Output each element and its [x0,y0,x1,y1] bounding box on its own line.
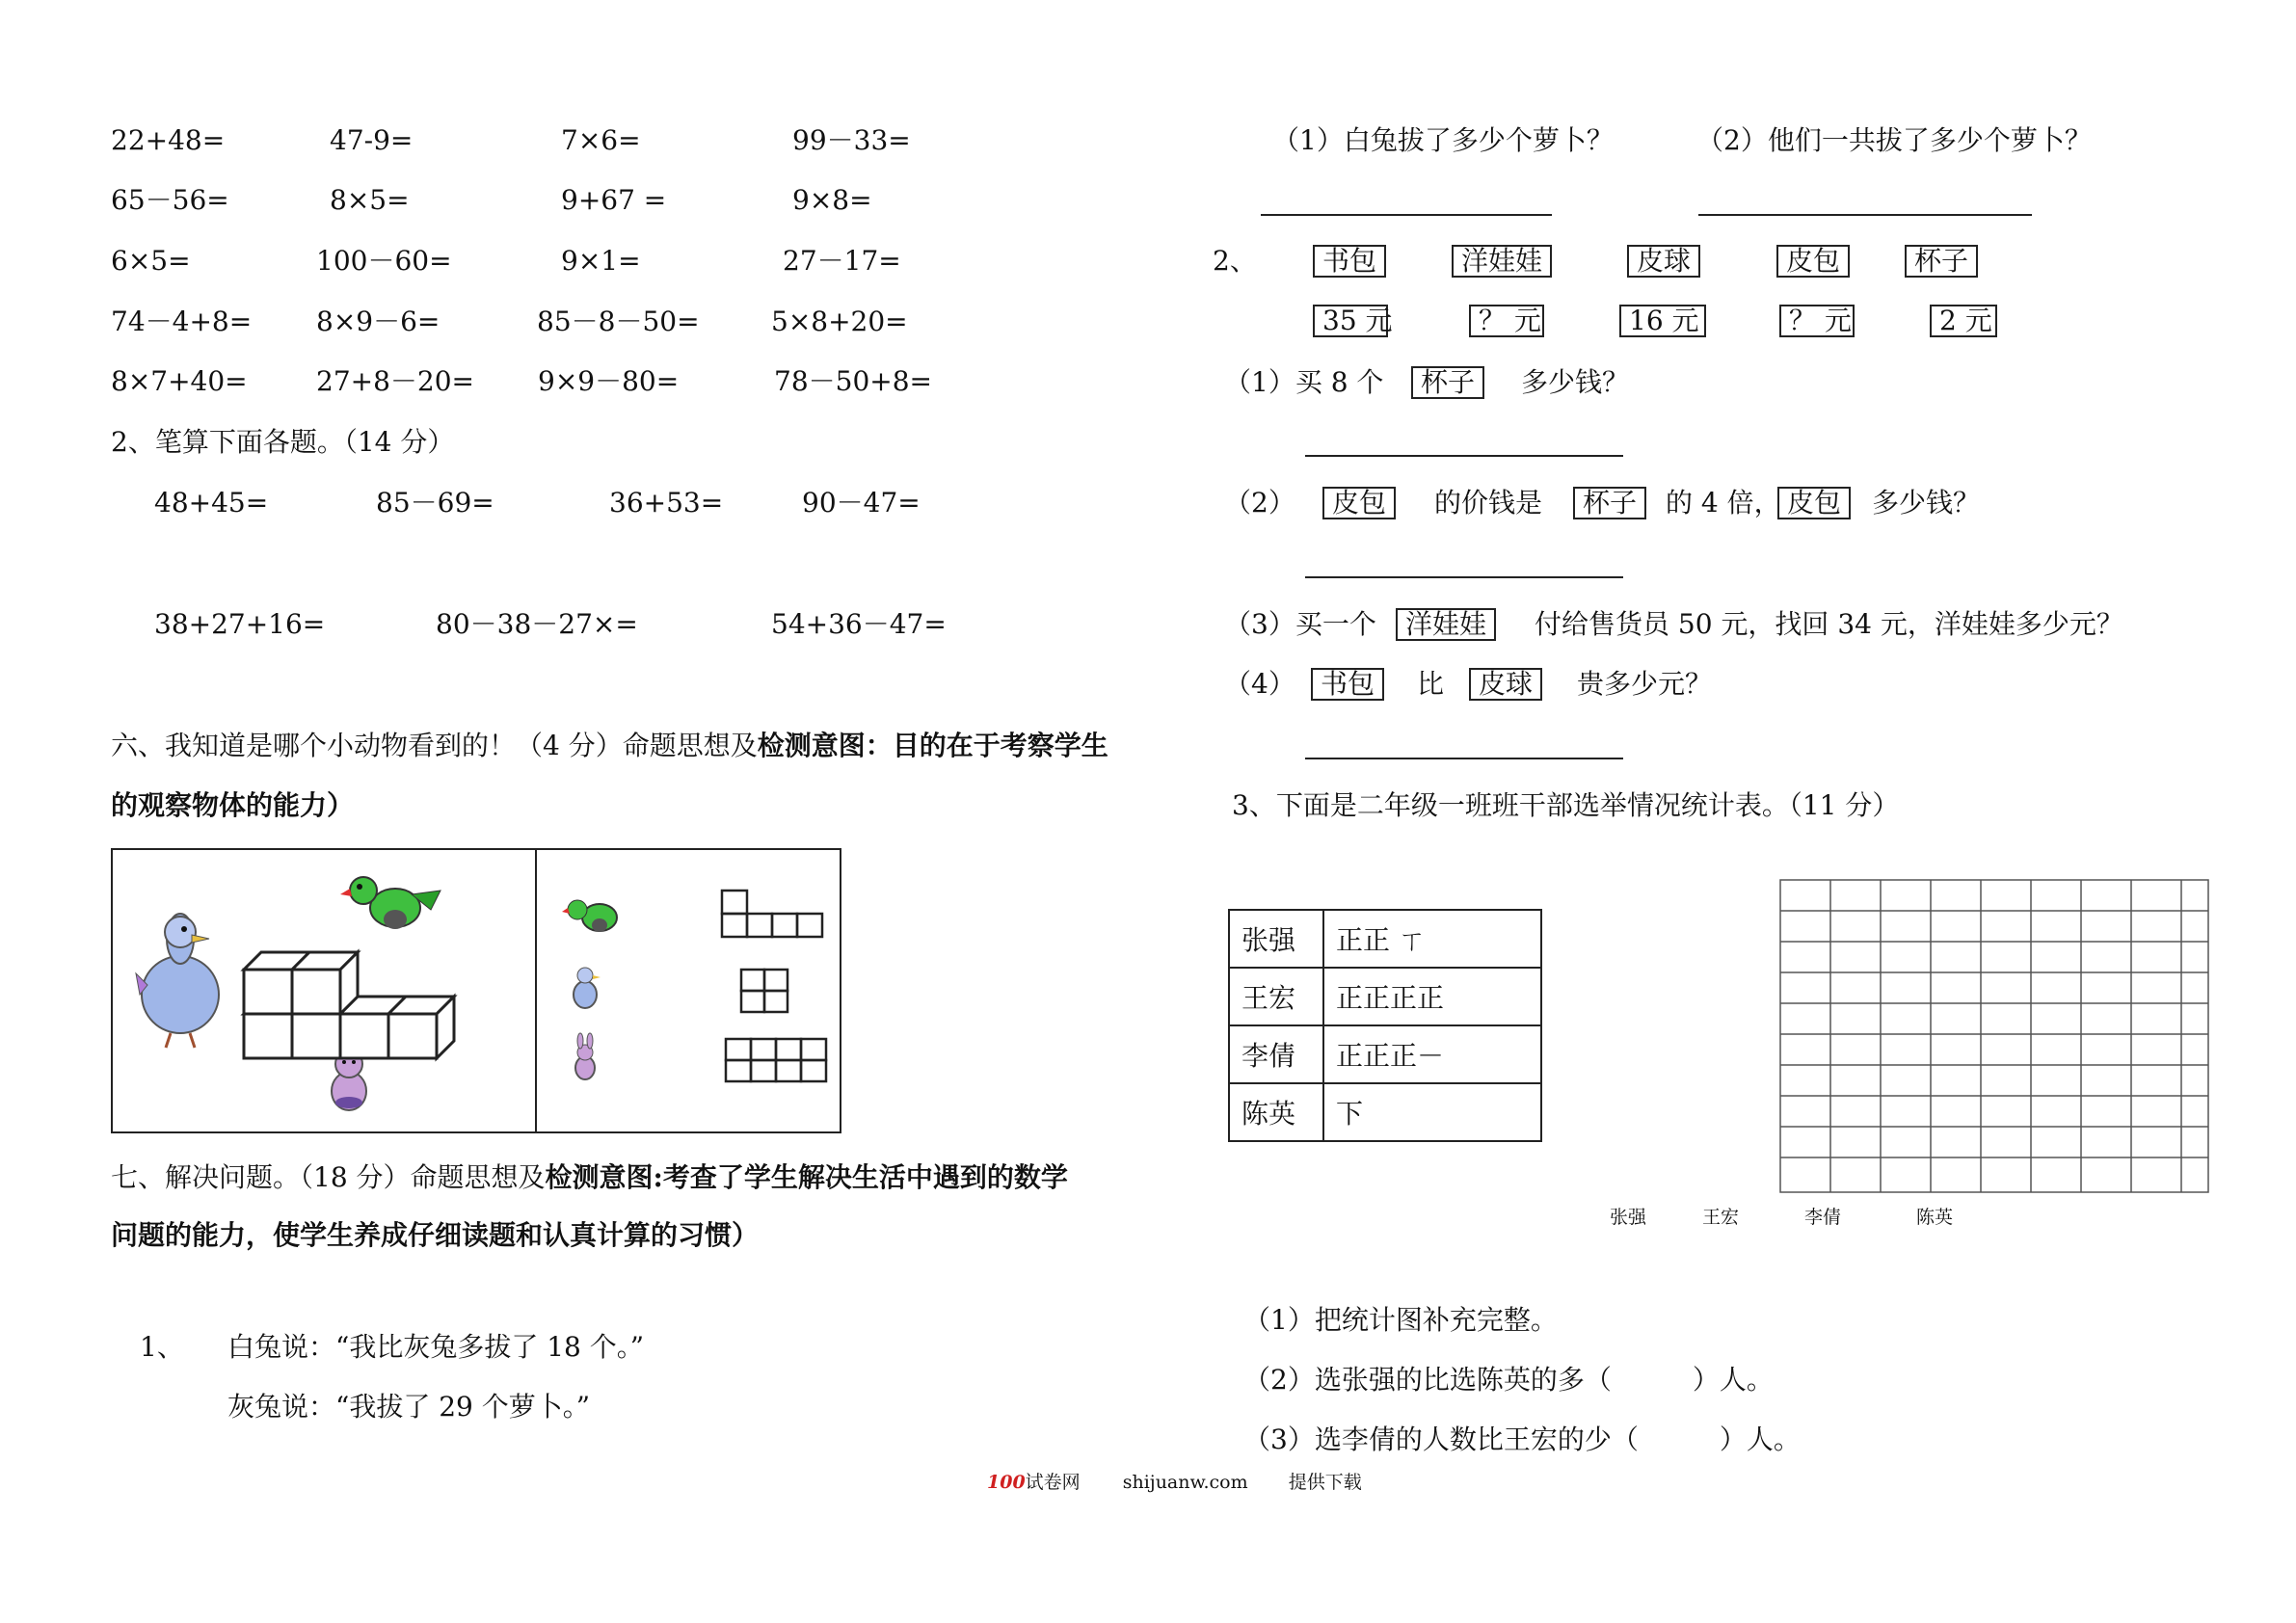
price-box-cup: 2 元 [1930,305,1997,337]
problem: 9×9－80= [538,365,680,397]
table-row [1229,1083,1541,1141]
question-3-2: （2）选张强的比选陈英的多（ ）人。 [1243,1364,1774,1396]
parrot-small-icon [562,900,617,932]
problem: 27+8－20= [316,365,474,397]
section-7-intent: 检测意图:考查了学生解决生活中遇到的数学 [545,1161,1068,1193]
tally-mark: 正正正正 [1323,968,1541,1025]
problem: 47-9= [330,124,414,156]
problem: 78－50+8= [774,365,932,397]
bunny-small-icon [575,1033,595,1079]
q2-4-mid: 比 [1417,668,1445,700]
site-name: 试卷网 [1025,1472,1081,1493]
q2-2-pre: （2） [1224,487,1295,519]
q2-2-mid1: 的价钱是 [1434,487,1543,519]
problem: 65－56= [111,184,229,216]
problem: 54+36－47= [771,608,947,640]
tally-table [1228,909,1542,1142]
problem: 74－4+8= [111,306,253,337]
q2-2-mid2: 的 4 倍， [1666,487,1781,519]
answer-line [1261,214,1552,216]
price-box-doll: ？ 元 [1469,305,1544,337]
question-2-number: 2、 [1213,245,1257,277]
table-row [1229,968,1541,1025]
section-6-text: 六、我知道是哪个小动物看到的！（4 分）命题思想及 [111,730,758,761]
site-domain[interactable]: shijuanw.com [1122,1472,1248,1493]
site-logo: 100 [987,1472,1026,1493]
item-box-ball: 皮球 [1627,245,1700,278]
problem: 90－47= [802,487,921,519]
answer-line [1305,576,1623,578]
answer-line [1305,758,1623,759]
problem: 7×6= [561,124,641,156]
tally-mark: 正正 ㄒ [1323,910,1541,968]
question-3-1: （1）把统计图补充完整。 [1243,1304,1558,1336]
section-7-intent-cont: 问题的能力，使学生养成仔细读题和认真计算的习惯） [111,1219,760,1251]
price-box-ball: 16 元 [1619,305,1706,337]
view-option-a [722,891,822,937]
bird-icon [136,914,219,1048]
question-1b: （2）他们一共拔了多少个萝卜？ [1696,124,2092,156]
question-1a: （1）白兔拔了多少个萝卜？ [1272,124,1614,156]
tally-name: 李倩 [1229,1025,1323,1083]
problem: 9+67 = [561,184,667,216]
q2-1-box: 杯子 [1411,366,1484,399]
problem-1-line-2: 灰兔说：“我拔了 29 个萝卜。” [227,1391,591,1423]
problem: 85－69= [376,487,494,519]
q2-4-post: 贵多少元？ [1577,668,1713,700]
problem: 5×8+20= [771,306,908,337]
problem: 22+48= [111,124,226,156]
written-heading: 2、笔算下面各题。（14 分） [111,426,455,458]
problem: 85－8－50= [537,306,700,337]
problem: 8×9－6= [316,306,441,337]
q2-3-post: 付给售货员 50 元，找回 34 元，洋娃娃多少元？ [1535,608,2123,640]
price-box-purse: ？ 元 [1779,305,1855,337]
q2-3-pre: （3）买一个 [1224,608,1376,640]
problem: 6×5= [111,245,191,277]
q2-2-box-cup: 杯子 [1573,487,1646,519]
view-option-b [741,970,788,1012]
problem: 36+53= [609,487,724,519]
item-box-doll: 洋娃娃 [1452,245,1552,278]
problem: 9×1= [561,245,641,277]
problem: 9×8= [792,184,872,216]
observation-figure [111,848,841,1133]
tally-name: 陈英 [1229,1083,1323,1141]
section-6-intent: 检测意图：目的在于考察学生 [757,730,1108,761]
chart-label: 张强 [1610,1207,1647,1228]
q2-4-pre: （4） [1224,668,1295,700]
chart-label: 陈英 [1916,1207,1954,1228]
section-6-intent-cont: 的观察物体的能力） [111,789,355,821]
problem-1-number: 1、 [140,1331,184,1363]
q2-1-post: 多少钱？ [1521,366,1630,398]
section-6-heading [111,729,1108,763]
q2-4-box-bag: 书包 [1311,668,1384,701]
question-3-3: （3）选李倩的人数比王宏的少（ ）人。 [1243,1423,1801,1455]
footer [987,1469,1362,1496]
problem: 48+45= [154,487,269,519]
q2-1-pre: （1）买 8 个 [1224,366,1384,398]
problem: 8×5= [330,184,410,216]
problem: 99－33= [792,124,911,156]
problem: 80－38－27×= [436,608,638,640]
section-7-text: 七、解决问题。（18 分）命题思想及 [111,1161,546,1193]
q2-4-box-ball: 皮球 [1469,668,1542,701]
item-box-bag: 书包 [1313,245,1386,278]
q2-2-box-purse: 皮包 [1322,487,1396,519]
problem-1-line-1: 白兔说：“我比灰兔多拔了 18 个。” [227,1331,645,1363]
problem: 100－60= [316,245,452,277]
download-text: 提供下载 [1288,1472,1362,1493]
tally-name: 王宏 [1229,968,1323,1025]
q2-2-post: 多少钱？ [1872,487,1981,519]
animals-and-cubes-illustration [113,850,840,1131]
view-option-c [726,1039,826,1081]
answer-line [1305,455,1623,457]
blank-chart-grid[interactable] [1779,879,2213,1195]
table-row [1229,910,1541,968]
tally-mark: 正正正－ [1323,1025,1541,1083]
q2-1-text [1224,365,1383,400]
table-row [1229,1025,1541,1083]
section-7-heading [111,1160,1068,1195]
problem: 8×7+40= [111,365,248,397]
tally-mark: 下 [1323,1083,1541,1141]
chart-label: 王宏 [1702,1207,1740,1228]
question-3: 3、下面是二年级一班班干部选举情况统计表。（11 分） [1232,789,1900,821]
cube-structure [244,952,454,1058]
price-box-bag: 35 元 [1313,305,1388,337]
answer-line [1698,214,2032,216]
parrot-icon [340,877,441,929]
tally-name: 张强 [1229,910,1323,968]
bird-small-icon [574,968,601,1008]
item-box-purse: 皮包 [1776,245,1850,278]
item-box-cup: 杯子 [1905,245,1978,278]
problem: 27－17= [783,245,901,277]
chart-label: 李倩 [1804,1207,1842,1228]
q2-3-box-doll: 洋娃娃 [1396,608,1496,641]
problem: 38+27+16= [154,608,326,640]
q2-2-box-purse-2: 皮包 [1777,487,1851,519]
